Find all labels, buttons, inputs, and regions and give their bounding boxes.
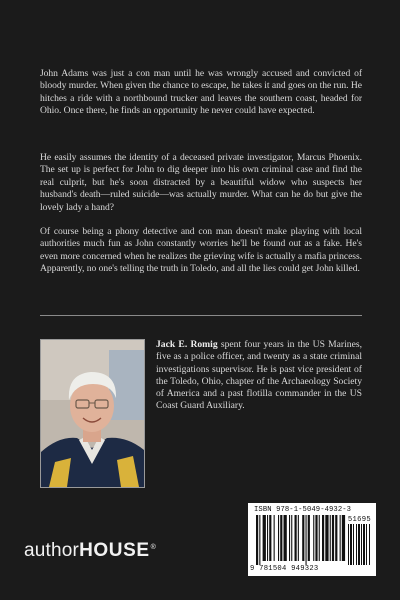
blurb-paragraph-2: He easily assumes the identity of a deceased private investigator, Marcus Phoenix. The set up is perfect for John to dig deeper into his own criminal case and find the real culprit, but he's soon distracted by a beautiful widow who suspects her husband's death—ruled suicide—was actually murder. What can he do but give the lovely lady a hand? — [40, 152, 362, 213]
barcode-image — [252, 515, 372, 567]
price-code: 51695 — [347, 516, 371, 524]
blurb-paragraph-3: Of course being a phony detective and con man doesn't make playing with local authorities much fun as John constantly worries he'll be found out as a fake. He's even more concerned when he realizes the grieving wife is actually a mafia princess. Apparently, no one's telling the truth in Toledo, and all the lies could get John killed. — [40, 226, 362, 275]
registered-mark: ® — [150, 543, 157, 551]
author-name: Jack E. Romig — [156, 339, 218, 350]
publisher-logo-part2: HOUSE — [79, 540, 150, 561]
publisher-logo-part1: author — [24, 540, 80, 561]
divider-line — [40, 315, 362, 316]
isbn-text: ISBN 978-1-5049-4932-3 — [254, 506, 352, 514]
author-photo — [40, 339, 145, 488]
isbn-barcode-box — [248, 503, 376, 576]
blurb-paragraph-1: John Adams was just a con man until he was wrongly accused and convicted of bloody murder. When given the chance to escape, he takes it and goes on the run. He hitches a ride with a northbound trucker and leaves the southern coast, headed for Ohio. Once there, he finds an opportunity he never could have expected. — [40, 68, 362, 117]
barcode-digits: 9 781504 949323 — [250, 565, 319, 573]
author-bio-text: spent four years in the US Marines, five as a police officer, and twenty as a state criminal investigations supervisor. He is past vice president of the Toledo, Ohio, chapter of the Archaeology Society of America and a past flotilla commander in the US Coast Guard Auxiliary. — [156, 339, 362, 412]
author-bio — [156, 339, 362, 413]
publisher-logo — [24, 540, 156, 562]
